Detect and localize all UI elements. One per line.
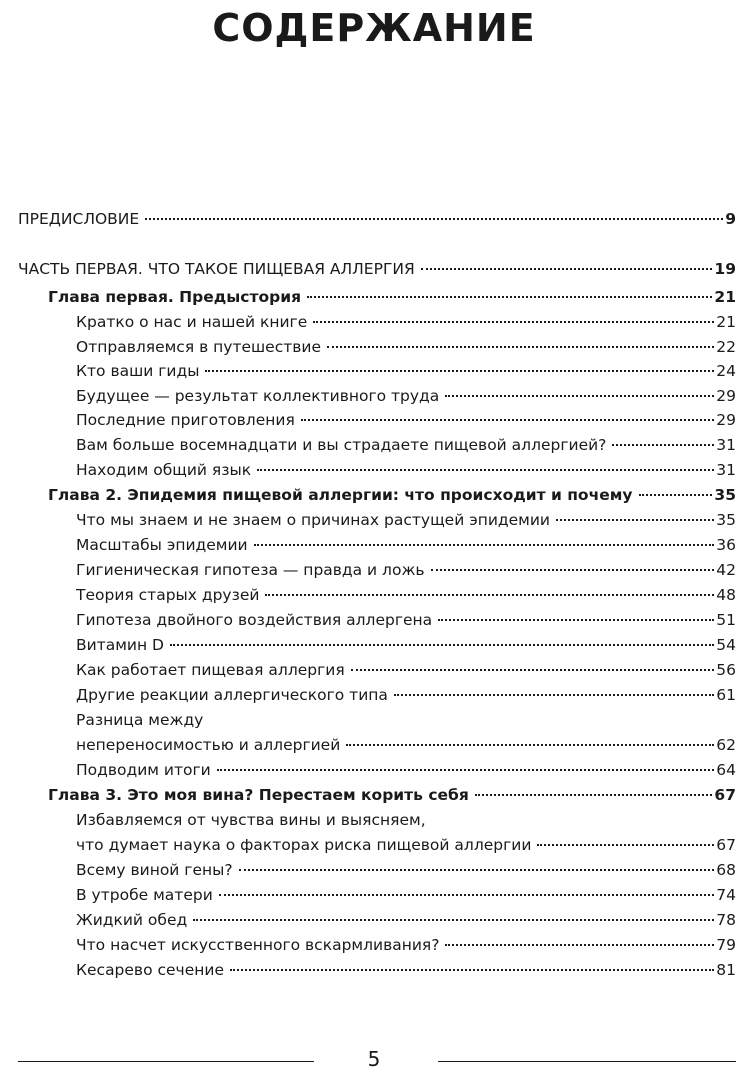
toc-entry-section — [18, 685, 736, 705]
page-number: 5 — [367, 1047, 381, 1071]
toc-entry-page: 21 — [714, 288, 736, 306]
dot-leader — [301, 419, 714, 421]
dot-leader — [421, 268, 713, 270]
toc-entry-section — [18, 312, 736, 332]
toc-entry-page: 56 — [716, 661, 736, 679]
toc-entry-page: 31 — [716, 461, 736, 479]
toc-entry-title: Масштабы эпидемии — [76, 536, 248, 554]
dot-leader — [219, 894, 714, 896]
toc-entry-title: Гипотеза двойного воздействия аллергена — [76, 611, 433, 629]
toc-entry-page: 67 — [716, 836, 736, 854]
toc-entry-title: Отправляемся в путешествие — [76, 338, 322, 356]
toc-entry-page: 21 — [716, 313, 736, 331]
toc-entry-title: Будущее — результат коллективного труда — [76, 387, 440, 405]
toc-entry-title: Кратко о нас и нашей книге — [76, 313, 308, 331]
toc-entry-page: 67 — [714, 786, 736, 804]
toc-entry-page: 35 — [714, 486, 736, 504]
toc-entry-title: Последние приготовления — [76, 411, 295, 429]
toc-entry-page: 81 — [716, 961, 736, 979]
toc-entry-page: 54 — [716, 636, 736, 654]
dot-leader — [170, 644, 714, 646]
toc-entry-chapter — [18, 287, 736, 307]
toc-entry-title: Как работает пищевая аллергия — [76, 661, 345, 679]
toc-entry-section — [18, 610, 736, 630]
toc-entry-title: Гигиеническая гипотеза — правда и ложь — [76, 561, 425, 579]
dot-leader — [537, 844, 714, 846]
toc-entry-section-first-line — [18, 710, 736, 730]
toc-entry-page: 62 — [716, 736, 736, 754]
toc-entry-page: 29 — [716, 387, 736, 405]
toc-entry-section — [18, 510, 736, 530]
toc-entry-section — [18, 835, 736, 855]
toc-entry-section — [18, 935, 736, 955]
toc-entry-section — [18, 760, 736, 780]
dot-leader — [205, 370, 714, 372]
dot-leader — [475, 794, 713, 796]
dot-leader — [346, 744, 714, 746]
toc-entry-page: 64 — [716, 761, 736, 779]
toc-entry-page: 29 — [716, 411, 736, 429]
toc-entry-section — [18, 960, 736, 980]
dot-leader — [145, 218, 723, 220]
dot-leader — [394, 694, 714, 696]
toc-entry-section — [18, 860, 736, 880]
dot-leader — [327, 346, 714, 348]
toc-entry-title: Глава 3. Это моя вина? Перестаем корить себя — [48, 786, 469, 804]
toc-entry-section — [18, 635, 736, 655]
toc-entry-page: 78 — [716, 911, 736, 929]
toc-entry-title: Теория старых друзей — [76, 586, 260, 604]
toc-entry-title: Кесарево сечение — [76, 961, 224, 979]
toc-entry-chapter — [18, 785, 736, 805]
toc-entry-section — [18, 386, 736, 406]
toc-entry-title: Вам больше восемнадцати и вы страдаете пищевой аллергией? — [76, 436, 607, 454]
dot-leader — [217, 769, 715, 771]
toc-entry-page: 68 — [716, 861, 736, 879]
toc-entry-title: ПРЕДИСЛОВИЕ — [18, 210, 140, 228]
toc-entry-section — [18, 910, 736, 930]
toc-entry-page: 79 — [716, 936, 736, 954]
toc-entry-page: 48 — [716, 586, 736, 604]
dot-leader — [351, 669, 715, 671]
toc-entry-title: Витамин D — [76, 636, 164, 654]
dot-leader — [445, 395, 714, 397]
toc-entry-title: Глава 2. Эпидемия пищевой аллергии: что происходит и почему — [48, 486, 633, 504]
toc-entry-section — [18, 460, 736, 480]
toc-entry-page: 42 — [716, 561, 736, 579]
toc-entry-title: Жидкий обед — [76, 911, 188, 929]
toc-entry-section — [18, 560, 736, 580]
toc-entry-page: 22 — [716, 338, 736, 356]
dot-leader — [639, 494, 713, 496]
toc-entry-page: 61 — [716, 686, 736, 704]
dot-leader — [239, 869, 715, 871]
toc-entry-section — [18, 885, 736, 905]
toc-entry-title: Кто ваши гиды — [76, 362, 200, 380]
dot-leader — [193, 919, 714, 921]
toc-entry-section — [18, 585, 736, 605]
toc-entry-section — [18, 535, 736, 555]
toc-entry-page: 24 — [716, 362, 736, 380]
toc-entry-title: Избавляемся от чувства вины и выясняем, — [76, 811, 426, 829]
toc-entry-section — [18, 735, 736, 755]
toc-entry-title: Всему виной гены? — [76, 861, 233, 879]
toc-entry-section — [18, 435, 736, 455]
toc-entry-preface — [18, 209, 736, 229]
toc-entry-page: 35 — [716, 511, 736, 529]
toc-entry-title: Подводим итоги — [76, 761, 211, 779]
dot-leader — [254, 544, 715, 546]
dot-leader — [307, 296, 712, 298]
dot-leader — [313, 321, 714, 323]
dot-leader — [230, 969, 714, 971]
toc-entry-page: 9 — [725, 210, 736, 228]
toc-entry-page: 36 — [716, 536, 736, 554]
toc-entry-title-continuation: непереносимостью и аллергией — [76, 736, 341, 754]
toc-entry-title: Глава первая. Предыстория — [48, 288, 302, 306]
toc-entry-section-first-line — [18, 810, 736, 830]
dot-leader — [445, 944, 714, 946]
toc-entry-title: Что мы знаем и не знаем о причинах растущей эпидемии — [76, 511, 551, 529]
toc-entry-title: Что насчет искусственного вскармливания? — [76, 936, 440, 954]
toc-entry-section — [18, 410, 736, 430]
toc-entry-section — [18, 660, 736, 680]
toc-entry-page: 31 — [716, 436, 736, 454]
dot-leader — [431, 569, 715, 571]
toc-entry-section — [18, 361, 736, 381]
dot-leader — [257, 469, 714, 471]
toc-entry-title: ЧАСТЬ ПЕРВАЯ. ЧТО ТАКОЕ ПИЩЕВАЯ АЛЛЕРГИЯ — [18, 260, 415, 278]
toc-entry-section — [18, 337, 736, 357]
page-title: СОДЕРЖАНИЕ — [212, 6, 536, 50]
toc-entry-title: Находим общий язык — [76, 461, 252, 479]
toc-entry-title-continuation: что думает наука о факторах риска пищевой аллергии — [76, 836, 532, 854]
footer-rule-right — [438, 1061, 736, 1062]
toc-entry-title: В утробе матери — [76, 886, 213, 904]
dot-leader — [556, 519, 714, 521]
dot-leader — [265, 594, 714, 596]
toc-entry-chapter — [18, 485, 736, 505]
toc-entry-page: 19 — [714, 260, 736, 278]
toc-entry-page: 51 — [716, 611, 736, 629]
dot-leader — [612, 444, 714, 446]
toc-entry-title: Разница между — [76, 711, 204, 729]
toc-entry-title: Другие реакции аллергического типа — [76, 686, 388, 704]
toc-entry-page: 74 — [716, 886, 736, 904]
toc-entry-part — [18, 259, 736, 279]
dot-leader — [438, 619, 714, 621]
